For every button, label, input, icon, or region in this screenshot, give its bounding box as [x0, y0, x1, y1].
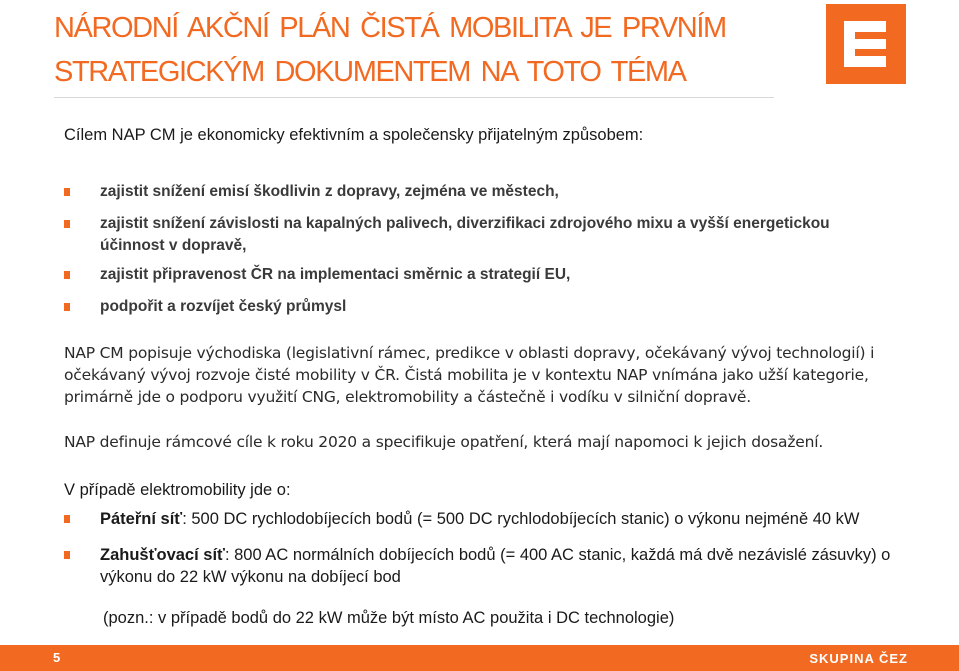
title-divider — [54, 97, 774, 98]
ev-list — [64, 508, 904, 588]
note-text: (pozn.: v případě bodů do 22 kW může být místo AC použita i DC technologie) — [103, 609, 675, 627]
goal-text: podpořit a rozvíjet český průmysl — [100, 298, 347, 315]
list-item — [64, 296, 864, 318]
goal-text: zajistit připravenost ČR na implementaci směrnic a strategií EU, — [100, 266, 571, 283]
list-item — [64, 264, 864, 286]
list-item — [64, 544, 904, 588]
brand-label: SKUPINA ČEZ — [809, 651, 908, 666]
list-item — [64, 213, 864, 257]
page-number: 5 — [53, 650, 61, 665]
list-item — [64, 181, 864, 203]
ev-item-term: Zahušťovací síť — [100, 546, 225, 564]
square-bullet-icon — [64, 220, 70, 228]
goal-text: zajistit snížení emisí škodlivin z dopravy, zejména ve městech, — [100, 183, 559, 200]
intro-text: Cílem NAP CM je ekonomicky efektivním a společensky přijatelným způsobem: — [64, 126, 644, 144]
slide-title: NÁRODNÍ AKČNÍ PLÁN ČISTÁ MOBILITA JE PRVNÍM STRATEGICKÝM DOKUMENTEM NA TOTO TÉMA — [54, 12, 726, 88]
goals-list — [64, 181, 864, 318]
ev-item-text: : 500 DC rychlodobíjecích bodů (= 500 DC rychlodobíjecích stanic) o výkonu nejméně 40 kW — [182, 510, 860, 528]
list-item — [64, 508, 904, 530]
square-bullet-icon — [64, 515, 70, 523]
square-bullet-icon — [64, 271, 70, 279]
footer-bar — [0, 645, 959, 671]
square-bullet-icon — [64, 188, 70, 196]
description-paragraph: NAP CM popisuje východiska (legislativní rámec, predikce v oblasti dopravy, očekávaný vývoj technologií) i očekávaný vývoj rozvoje čisté mobility v ČR. Čistá mobilita je v kontextu NAP vnímána jako užší kategorie, primárně jde o podporu využití CNG, elektromobility a částečně i vodíku v silniční dopravě. — [64, 344, 875, 406]
ev-item-text: : 800 AC normálních dobíjecích bodů (= 400 AC stanic, každá má dvě nezávislé zásuvky) o výkonu do 22 kW výkonu na dobíjecí bod — [100, 546, 891, 586]
ev-item-term: Páteřní síť — [100, 510, 183, 528]
square-bullet-icon — [64, 303, 70, 311]
targets-paragraph: NAP definuje rámcové cíle k roku 2020 a specifikuje opatření, která mají napomoci k jejich dosažení. — [64, 433, 824, 451]
cez-logo-icon — [826, 4, 906, 84]
goal-text: zajistit snížení závislosti na kapalných palivech, diverzifikaci zdrojového mixu a vyšší energetickou účinnost v dopravě, — [100, 215, 830, 254]
ev-intro-text: V případě elektromobility jde o: — [64, 481, 291, 499]
square-bullet-icon — [64, 551, 70, 559]
